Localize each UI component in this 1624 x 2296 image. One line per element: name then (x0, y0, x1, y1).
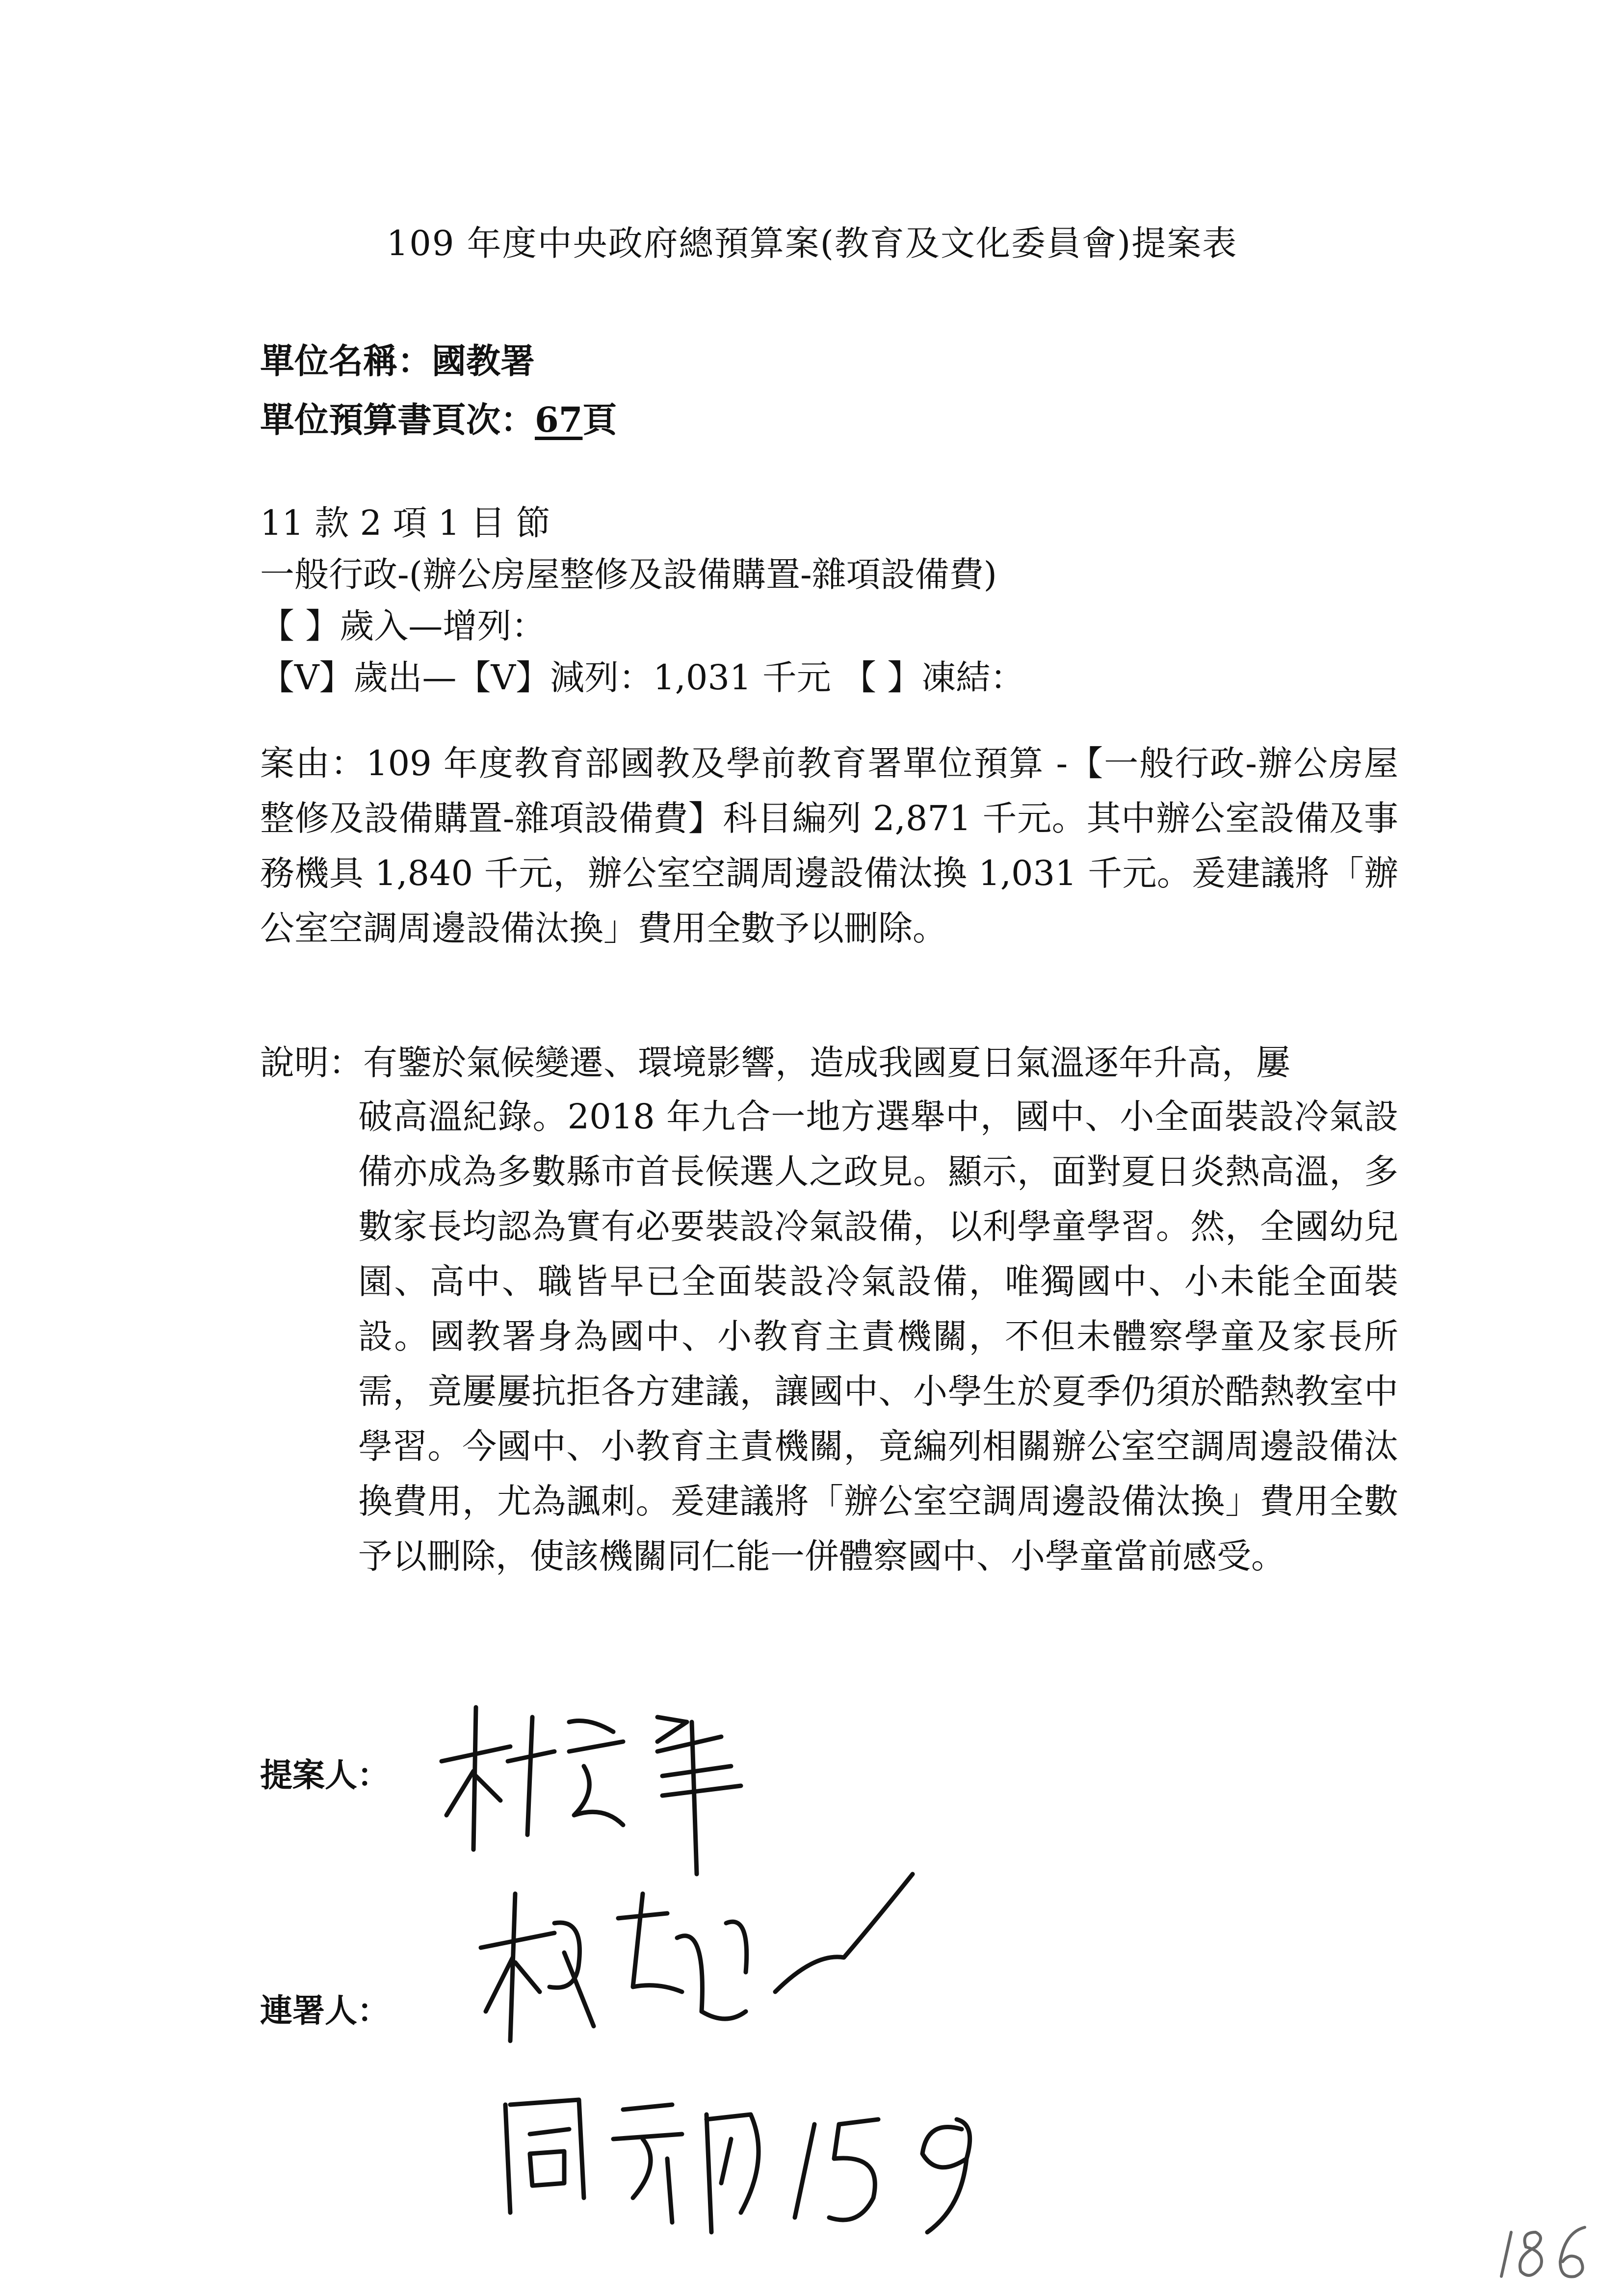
unit-name: 單位名稱：國教署 (260, 340, 535, 381)
budget-page-number: 67 (535, 399, 583, 440)
proposer-signature-drawing (427, 1688, 780, 1894)
explanation-label: 說明： (260, 1043, 363, 1083)
cosigner-signature-drawing (471, 1864, 962, 2095)
explanation-first: 有鑒於氣候變遷、環境影響，造成我國夏日氣溫逐年升高，屢 (363, 1043, 1290, 1083)
section-code: 11 款 2 項 1 目 節 (260, 503, 550, 543)
expenditure-line: 【V】歲出—【V】減列：1,031 千元 【 】凍結： (260, 657, 1025, 698)
cosigner-note-drawing (496, 2085, 1084, 2247)
cosigner-note (496, 2085, 1084, 2247)
explanation-first-line (260, 1035, 1398, 1090)
page-number-drawing (1492, 2222, 1599, 2286)
page-number (1492, 2222, 1599, 2286)
cosigner-label: 連署人： (260, 1991, 390, 2030)
item-name: 一般行政-(辦公房屋整修及設備購置-雜項設備費) (260, 554, 997, 595)
revenue-line: 【 】歲入—增列： (260, 606, 546, 646)
document-title: 109 年度中央政府總預算案(教育及文化委員會)提案表 (386, 223, 1238, 263)
cosigner-signature (471, 1864, 962, 2095)
reason-paragraph: 案由：109 年度教育部國教及學前教育署單位預算 -【一般行政-辦公房屋整修及設備購置-雜項設備費】科目編列 2,871 千元。其中辦公室設備及事務機具 1,840 千元，辦公室空調周邊設備汰換 1,031 千元。爰建議將「辦公室空調周邊設備汰換」費用全數予以刪除。 (260, 743, 1398, 948)
proposer-label: 提案人： (260, 1756, 390, 1794)
explanation-body: 破高溫紀錄。2018 年九合一地方選舉中，國中、小全面裝設冷氣設備亦成為多數縣市首長候選人之政見。顯示，面對夏日炎熱高溫，多數家長均認為實有必要裝設冷氣設備，以利學童學習。然，全國幼兒園、高中、職皆早已全面裝設冷氣設備，唯獨國中、小未能全面裝設。國教署身為國中、小教育主責機關，不但未體察學童及家長所需，竟屢屢抗拒各方建議，讓國中、小學生於夏季仍須於酷熱教室中學習。今國中、小教育主責機關，竟編列相關辦公室空調周邊設備汰換費用，尤為諷刺。爰建議將「辦公室空調周邊設備汰換」費用全數予以刪除，使該機關同仁能一併體察國中、小學童當前感受。 (358, 1096, 1398, 1576)
budget-page-unit: 頁 (582, 399, 617, 440)
budget-page (260, 392, 617, 442)
proposer-signature (427, 1688, 780, 1894)
budget-page-label: 單位預算書頁次： (260, 399, 535, 440)
